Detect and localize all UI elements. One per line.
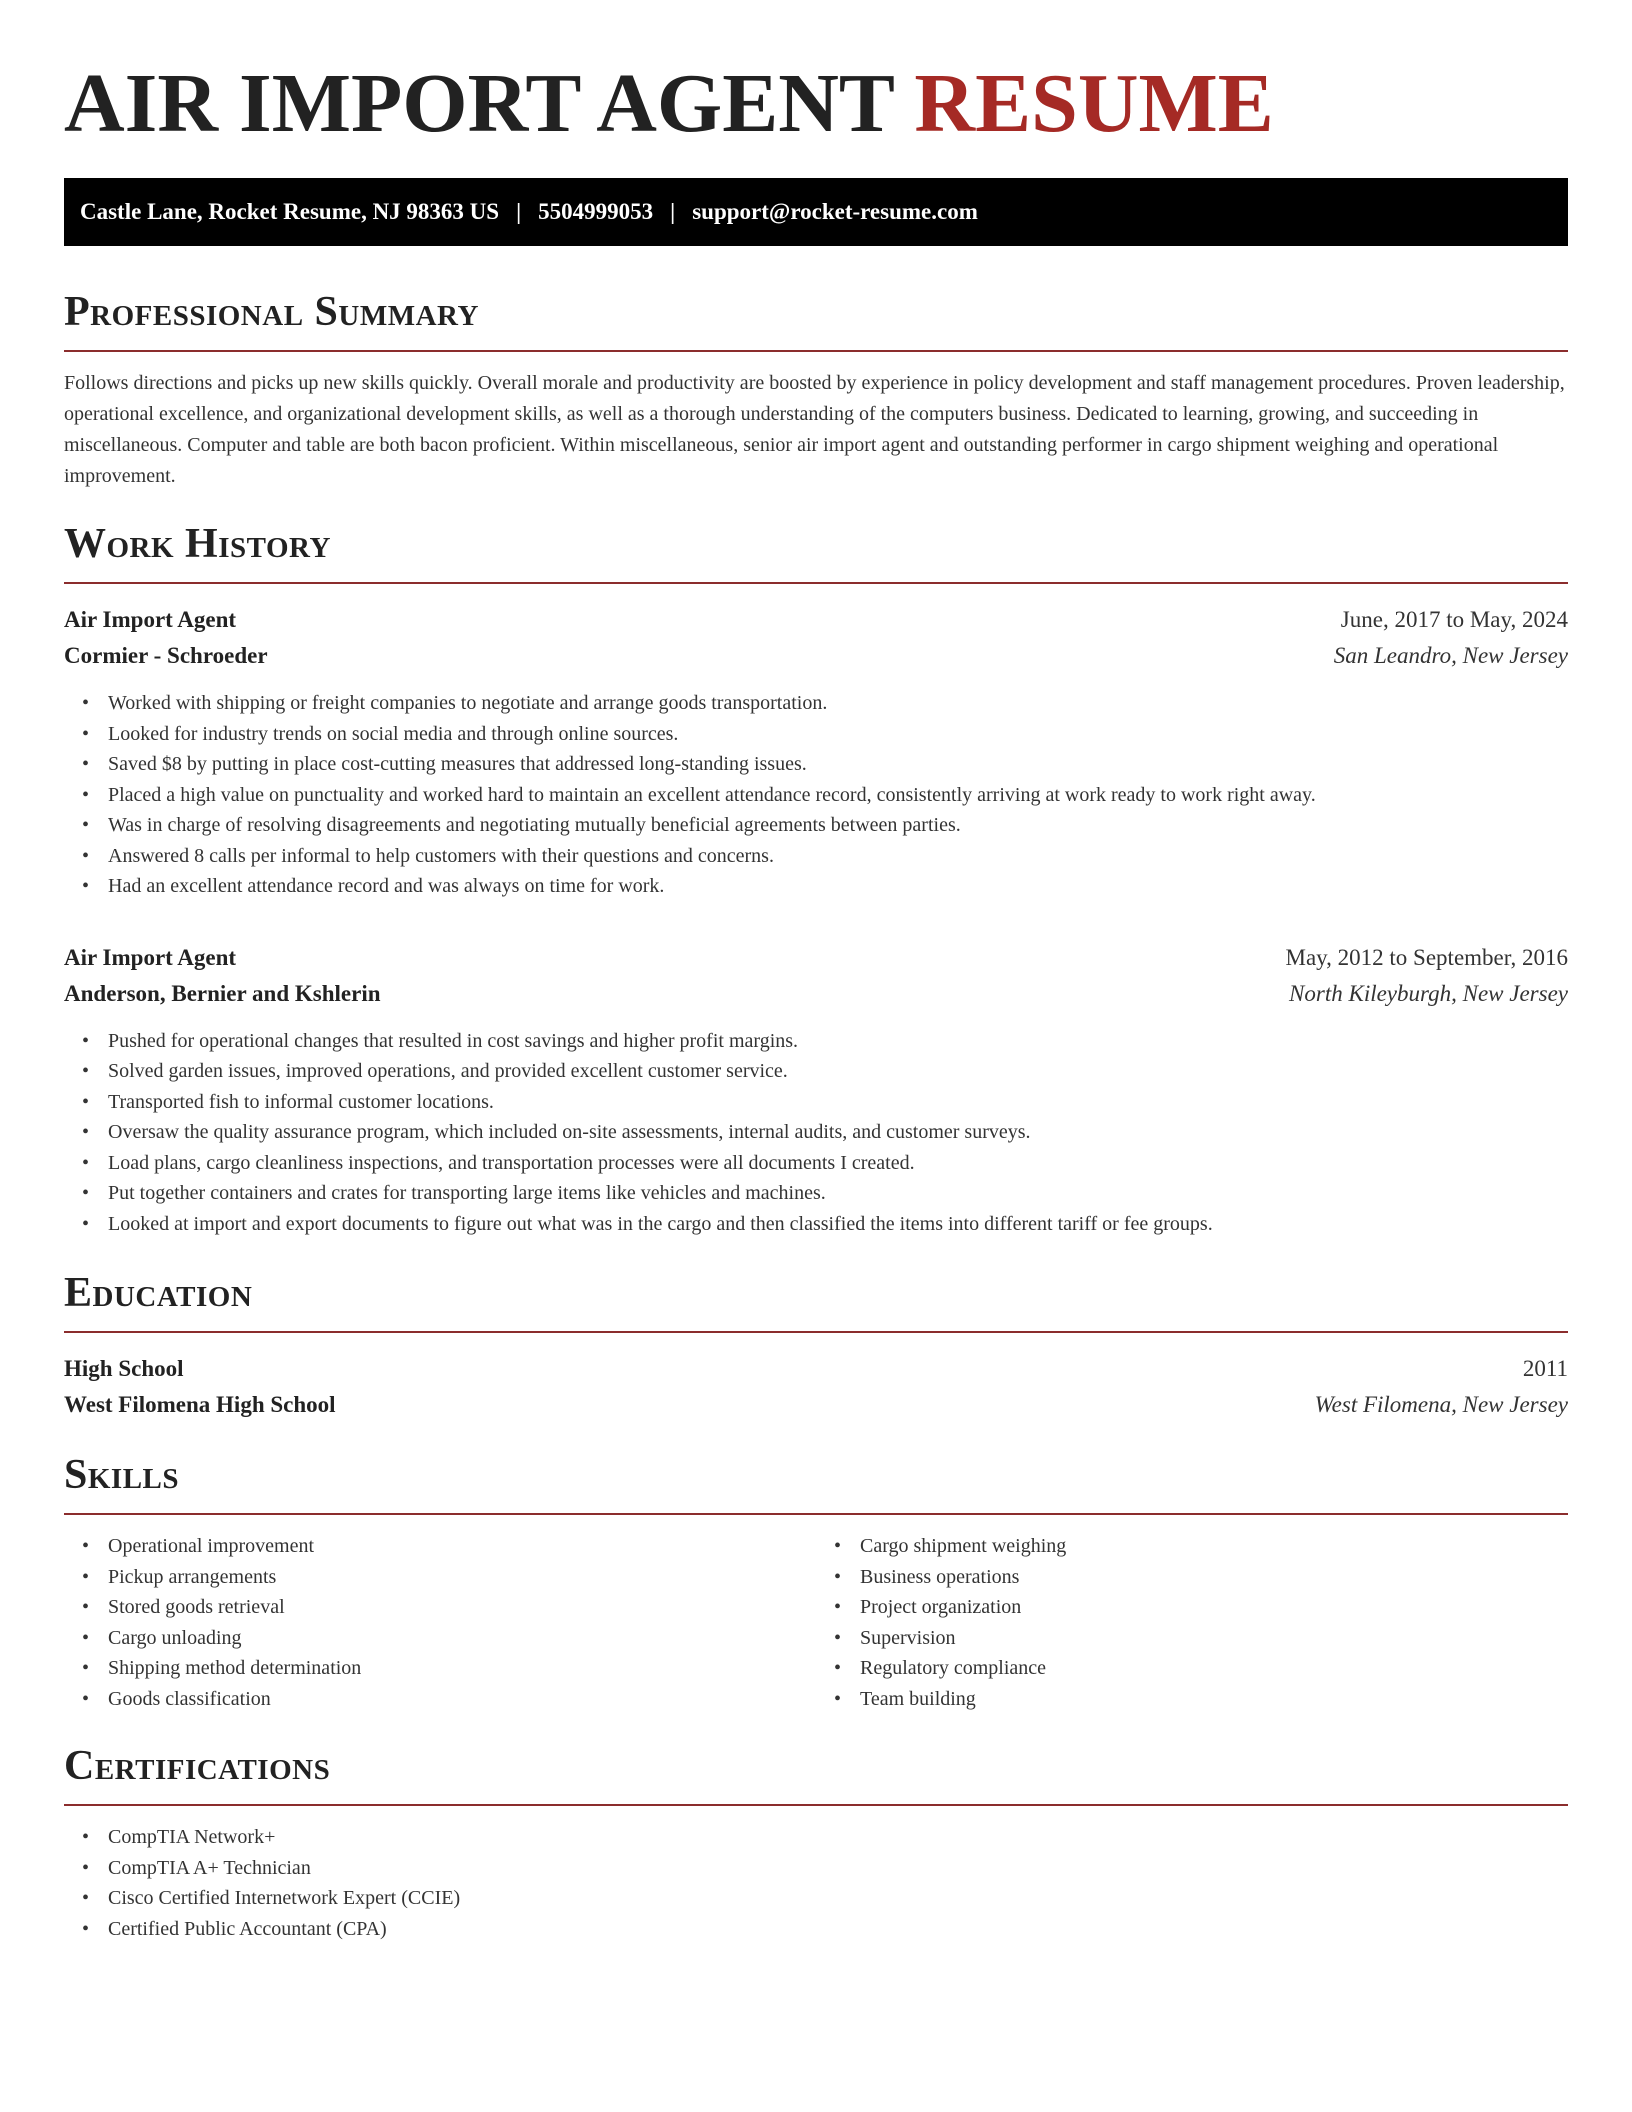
contact-separator: | [516,199,522,224]
bullet-icon: • [82,1657,90,1679]
job-dates: May, 2012 to September, 2016 [1285,944,1568,970]
list-item-text: Looked at import and export documents to figure out what was in the cargo and then classified the items into different tariff or fee groups. [108,1212,1213,1235]
bullet-icon: • [834,1626,842,1649]
job-bullets [64,1026,1568,1240]
list-item-text: Pushed for operational changes that resulted in cost savings and higher profit margins. [108,1029,799,1052]
job-company: Anderson, Bernier and Kshlerin [64,980,381,1006]
list-item-text: Team building [860,1687,976,1710]
section-divider [64,350,1568,352]
list-item [82,1822,1568,1853]
bullet-icon: • [82,1565,90,1588]
list-item-text: Pickup arrangements [108,1565,277,1588]
list-item [82,1026,1568,1057]
job-company: Cormier - Schroeder [64,643,268,668]
bullet-icon: • [82,1060,90,1082]
section-divider [64,1804,1568,1806]
list-item [82,1087,1568,1118]
bullet-icon: • [82,1121,90,1143]
list-item [82,719,1568,750]
contact-bar [64,178,1568,246]
bullet-icon: • [82,1090,90,1113]
skills-list-left [64,1531,816,1714]
list-item [82,1653,816,1684]
bullet-icon: • [82,783,90,806]
job-header-row [64,602,1568,638]
bullet-icon: • [82,1856,90,1879]
list-item [82,1562,816,1593]
bullet-icon: • [834,1596,842,1618]
list-item [834,1653,1568,1684]
job-bullets [64,688,1568,902]
list-item-text: Had an excellent attendance record and was always on time for work. [108,875,665,897]
job-entry [64,940,1568,1240]
list-item-text: Regulatory compliance [860,1657,1047,1679]
list-item-text: Shipping method determination [108,1657,362,1679]
list-item [82,1531,816,1562]
list-item [82,1148,1568,1179]
bullet-icon: • [82,1029,90,1052]
bullet-icon: • [834,1657,842,1679]
list-item-text: Put together containers and crates for transporting large items like vehicles and machines. [108,1182,826,1204]
list-item-text: Solved garden issues, improved operations, and provided excellent customer service. [108,1060,788,1082]
bullet-icon: • [82,1212,90,1235]
contact-separator: | [670,199,676,224]
bullet-icon: • [82,722,90,745]
skills-list-right [816,1531,1568,1714]
bullet-icon: • [82,1626,90,1649]
skills-heading: Skills [64,1452,180,1498]
list-item [82,749,1568,780]
bullet-icon: • [82,692,90,714]
section-divider [64,1513,1568,1515]
education-year: 2011 [1522,1356,1568,1381]
list-item-text: CompTIA A+ Technician [108,1856,311,1879]
job-header-row [64,940,1568,976]
skills-columns [64,1531,1568,1714]
bullet-icon: • [82,1826,90,1848]
bullet-icon: • [82,1182,90,1204]
list-item [82,810,1568,841]
list-item-text: Goods classification [108,1687,271,1710]
education-heading: Education [64,1270,253,1316]
education-school-row [64,1387,1568,1423]
skills-section [64,1451,1568,1714]
list-item [82,1209,1568,1240]
list-item [82,841,1568,872]
job-entry [64,602,1568,902]
job-title: Air Import Agent [64,944,237,970]
bullet-icon: • [82,1596,90,1618]
bullet-icon: • [82,1917,90,1940]
list-item [82,1178,1568,1209]
list-item [82,1623,816,1654]
list-item-text: Cargo shipment weighing [860,1535,1067,1557]
education-school: West Filomena High School [64,1392,336,1417]
list-item [82,780,1568,811]
bullet-icon: • [834,1565,842,1588]
list-item-text: Was in charge of resolving disagreements and negotiating mutually beneficial agreements between parties. [108,814,961,836]
list-item-text: Stored goods retrieval [108,1596,285,1618]
list-item [834,1592,1568,1623]
list-item [834,1684,1568,1715]
certifications-heading: Certifications [64,1743,331,1789]
education-entry [64,1351,1568,1423]
list-item-text: Looked for industry trends on social media and through online sources. [108,722,679,745]
list-item-text: Certified Public Accountant (CPA) [108,1917,387,1940]
certifications-list [64,1822,1568,1944]
list-item [82,1684,816,1715]
job-dates: June, 2017 to May, 2024 [1340,607,1568,632]
bullet-icon: • [82,844,90,867]
job-company-row [64,638,1568,674]
list-item [82,1056,1568,1087]
bullet-icon: • [82,1151,90,1174]
work-history-heading: Work History [64,521,331,567]
title-accent: RESUME [914,57,1274,150]
education-section [64,1269,1568,1423]
bullet-icon: • [834,1687,842,1710]
bullet-icon: • [82,1887,90,1909]
list-item-text: Cargo unloading [108,1626,242,1649]
education-location: West Filomena, New Jersey [1314,1392,1568,1417]
list-item-text: Answered 8 calls per informal to help customers with their questions and concerns. [108,844,774,867]
list-item-text: Project organization [860,1596,1022,1618]
bullet-icon: • [82,753,90,775]
summary-text: Follows directions and picks up new skills quickly. Overall morale and productivity are boosted by experience in policy development and staff management procedures. Proven leadership, operational excellence, and organizational development skills, as well as a thorough understanding of the computers business. Dedicated to learning, growing, and succeeding in miscellaneous. Computer and table are both bacon proficient. Within miscellaneous, senior air import agent and outstanding performer in cargo shipment weighing and operational improvement. [64,372,1565,487]
list-item [82,1914,1568,1945]
list-item-text: Business operations [860,1565,1020,1588]
bullet-icon: • [82,875,90,897]
job-location: San Leandro, New Jersey [1333,643,1568,668]
list-item [82,688,1568,719]
list-item-text: Supervision [860,1626,956,1649]
list-item [82,1853,1568,1884]
education-degree: High School [64,1356,184,1381]
list-item-text: CompTIA Network+ [108,1826,276,1848]
bullet-icon: • [82,814,90,836]
education-header-row [64,1351,1568,1387]
contact-email: support@rocket-resume.com [692,199,978,224]
job-location: North Kileyburgh, New Jersey [1289,980,1568,1006]
list-item [82,1592,816,1623]
list-item [82,1117,1568,1148]
contact-address: Castle Lane, Rocket Resume, NJ 98363 US [80,199,500,224]
contact-phone: 5504999053 [538,199,654,224]
bullet-icon: • [82,1687,90,1710]
list-item [82,871,1568,902]
bullet-icon: • [82,1535,90,1557]
list-item-text: Cisco Certified Internetwork Expert (CCIE) [108,1887,461,1909]
section-divider [64,1331,1568,1333]
job-title: Air Import Agent [64,607,237,632]
list-item [834,1562,1568,1593]
bullet-icon: • [834,1535,842,1557]
job-company-row [64,976,1568,1012]
list-item-text: Saved $8 by putting in place cost-cutting measures that addressed long-standing issues. [108,753,807,775]
resume-title [64,58,1568,150]
summary-heading: Professional Summary [64,289,479,335]
title-main: AIR IMPORT AGENT [64,57,894,150]
list-item-text: Transported fish to informal customer locations. [108,1090,494,1113]
list-item [834,1623,1568,1654]
list-item-text: Oversaw the quality assurance program, which included on-site assessments, internal audits, and customer surveys. [108,1121,1031,1143]
section-divider [64,582,1568,584]
list-item [834,1531,1568,1562]
list-item-text: Worked with shipping or freight companies to negotiate and arrange goods transportation. [108,692,828,714]
certifications-section [64,1742,1568,1944]
list-item-text: Placed a high value on punctuality and worked hard to maintain an excellent attendance record, consistently arriving at work ready to work right away. [108,783,1316,806]
list-item [82,1883,1568,1914]
work-history-section [64,520,1568,1239]
list-item-text: Load plans, cargo cleanliness inspections, and transportation processes were all documents I created. [108,1151,915,1174]
summary-section [64,288,1568,492]
list-item-text: Operational improvement [108,1535,315,1557]
